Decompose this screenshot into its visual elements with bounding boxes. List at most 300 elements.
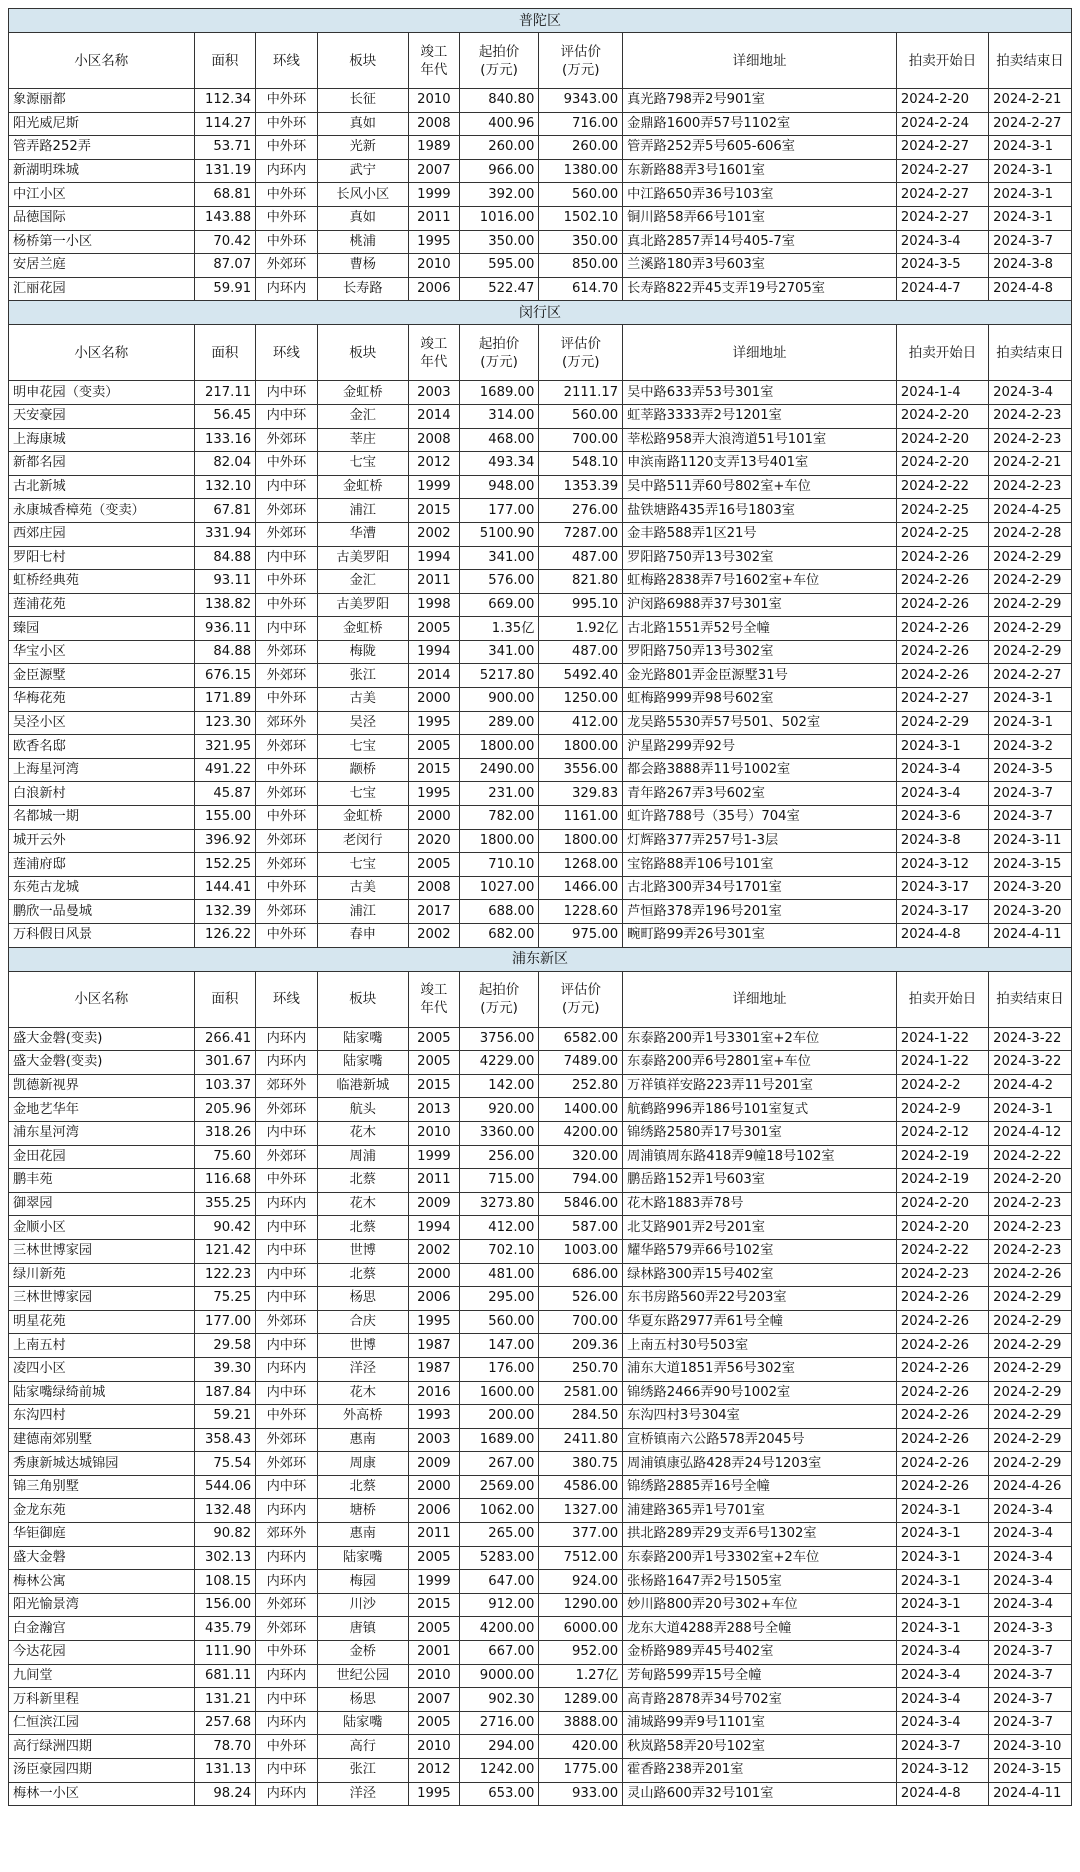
cell-address: 上南五村30号503室: [623, 1334, 897, 1358]
cell-end-date: 2024-3-1: [989, 136, 1072, 160]
cell-start-price: 400.96: [459, 112, 539, 136]
cell-area: 29.58: [194, 1334, 256, 1358]
cell-address: 妙川路800弄20号302+车位: [623, 1593, 897, 1617]
cell-name: 白金瀚宫: [9, 1617, 195, 1641]
table-row: [9, 159, 1072, 183]
cell-start-price: 667.00: [459, 1641, 539, 1665]
cell-start-price: 715.00: [459, 1169, 539, 1193]
cell-end-date: 2024-2-23: [989, 404, 1072, 428]
cell-name: 欧香名邸: [9, 735, 195, 759]
cell-begin-date: 2024-2-12: [896, 1121, 988, 1145]
cell-end-date: 2024-3-4: [989, 1593, 1072, 1617]
cell-address: 拱北路289弄29支弄6号1302室: [623, 1523, 897, 1547]
cell-end-date: 2024-2-29: [989, 1428, 1072, 1452]
cell-area: 681.11: [194, 1664, 256, 1688]
cell-begin-date: 2024-3-8: [896, 829, 988, 853]
cell-block: 金汇: [317, 404, 408, 428]
table-row: [9, 1121, 1072, 1145]
cell-year: 2003: [408, 1428, 459, 1452]
cell-block: 吴泾: [317, 711, 408, 735]
cell-block: 唐镇: [317, 1617, 408, 1641]
header-eval-price: 评估价 (万元): [539, 971, 623, 1027]
cell-address: 锦绣路2885弄16号全幢: [623, 1475, 897, 1499]
cell-name: 古北新城: [9, 475, 195, 499]
cell-ring: 外郊环: [256, 853, 318, 877]
cell-end-date: 2024-4-26: [989, 1475, 1072, 1499]
cell-name: 御翠园: [9, 1192, 195, 1216]
cell-eval-price: 1327.00: [539, 1499, 623, 1523]
cell-start-price: 481.00: [459, 1263, 539, 1287]
header-name: 小区名称: [9, 33, 195, 89]
cell-end-date: 2024-3-7: [989, 230, 1072, 254]
table-row: [9, 1617, 1072, 1641]
cell-name: 东苑古龙城: [9, 876, 195, 900]
cell-start-price: 900.00: [459, 688, 539, 712]
cell-end-date: 2024-3-20: [989, 900, 1072, 924]
cell-area: 53.71: [194, 136, 256, 160]
cell-start-price: 948.00: [459, 475, 539, 499]
cell-area: 396.92: [194, 829, 256, 853]
cell-address: 万祥镇祥安路223弄11号201室: [623, 1074, 897, 1098]
cell-area: 123.30: [194, 711, 256, 735]
cell-begin-date: 2024-4-8: [896, 924, 988, 948]
cell-start-price: 5217.80: [459, 664, 539, 688]
cell-name: 莲浦府邸: [9, 853, 195, 877]
cell-address: 金鼎路1600弄57号1102室: [623, 112, 897, 136]
table-row: [9, 1357, 1072, 1381]
cell-year: 1994: [408, 640, 459, 664]
cell-start-price: 1689.00: [459, 1428, 539, 1452]
cell-address: 航鹤路996弄186号101室复式: [623, 1098, 897, 1122]
cell-block: 北蔡: [317, 1169, 408, 1193]
cell-block: 陆家嘴: [317, 1027, 408, 1051]
cell-ring: 中外环: [256, 924, 318, 948]
cell-begin-date: 2024-2-9: [896, 1098, 988, 1122]
cell-start-price: 289.00: [459, 711, 539, 735]
cell-area: 301.67: [194, 1051, 256, 1075]
cell-ring: 中外环: [256, 688, 318, 712]
table-row: [9, 829, 1072, 853]
cell-address: 虹许路788号（35号）704室: [623, 806, 897, 830]
table-row: [9, 711, 1072, 735]
cell-ring: 内环内: [256, 1782, 318, 1806]
cell-ring: 内中环: [256, 475, 318, 499]
cell-eval-price: 587.00: [539, 1216, 623, 1240]
cell-ring: 中外环: [256, 183, 318, 207]
cell-eval-price: 252.80: [539, 1074, 623, 1098]
table-row: [9, 1570, 1072, 1594]
cell-address: 宣桥镇南六公路578弄2045号: [623, 1428, 897, 1452]
header-year: 竣工 年代: [408, 325, 459, 381]
cell-block: 古美: [317, 876, 408, 900]
table-row: [9, 1192, 1072, 1216]
table-row: [9, 1499, 1072, 1523]
cell-begin-date: 2024-2-26: [896, 593, 988, 617]
cell-end-date: 2024-2-29: [989, 570, 1072, 594]
cell-begin-date: 2024-2-26: [896, 640, 988, 664]
cell-ring: 中外环: [256, 806, 318, 830]
cell-eval-price: 7512.00: [539, 1546, 623, 1570]
cell-eval-price: 5492.40: [539, 664, 623, 688]
cell-begin-date: 2024-2-24: [896, 112, 988, 136]
cell-year: 2000: [408, 1263, 459, 1287]
cell-area: 116.68: [194, 1169, 256, 1193]
cell-ring: 内中环: [256, 1263, 318, 1287]
cell-end-date: 2024-3-1: [989, 159, 1072, 183]
cell-begin-date: 2024-4-8: [896, 1782, 988, 1806]
cell-block: 梅园: [317, 1570, 408, 1594]
cell-begin-date: 2024-2-19: [896, 1169, 988, 1193]
cell-block: 陆家嘴: [317, 1051, 408, 1075]
cell-address: 华夏东路2977弄61号全幢: [623, 1310, 897, 1334]
cell-end-date: 2024-2-29: [989, 593, 1072, 617]
cell-address: 罗阳路750弄13号302室: [623, 546, 897, 570]
cell-end-date: 2024-3-4: [989, 1546, 1072, 1570]
cell-name: 高行绿洲四期: [9, 1735, 195, 1759]
cell-begin-date: 2024-3-1: [896, 1617, 988, 1641]
cell-end-date: 2024-3-15: [989, 1759, 1072, 1783]
cell-ring: 外郊环: [256, 1428, 318, 1452]
cell-eval-price: 933.00: [539, 1782, 623, 1806]
cell-ring: 中外环: [256, 452, 318, 476]
cell-ring: 内环内: [256, 159, 318, 183]
district-title-row: [9, 947, 1072, 971]
cell-end-date: 2024-2-23: [989, 428, 1072, 452]
cell-ring: 内中环: [256, 1475, 318, 1499]
cell-name: 东沟四村: [9, 1405, 195, 1429]
cell-eval-price: 9343.00: [539, 89, 623, 113]
cell-name: 阳光威尼斯: [9, 112, 195, 136]
table-row: [9, 89, 1072, 113]
table-row: [9, 546, 1072, 570]
cell-name: 城开云外: [9, 829, 195, 853]
cell-area: 68.81: [194, 183, 256, 207]
table-row: [9, 136, 1072, 160]
cell-area: 302.13: [194, 1546, 256, 1570]
cell-area: 544.06: [194, 1475, 256, 1499]
cell-begin-date: 2024-2-20: [896, 452, 988, 476]
cell-end-date: 2024-2-29: [989, 1334, 1072, 1358]
cell-block: 金桥: [317, 1641, 408, 1665]
cell-ring: 内中环: [256, 617, 318, 641]
cell-address: 芳甸路599弄15号全幢: [623, 1664, 897, 1688]
cell-begin-date: 2024-2-26: [896, 1334, 988, 1358]
cell-year: 2005: [408, 1711, 459, 1735]
table-row: [9, 475, 1072, 499]
cell-block: 金虹桥: [317, 617, 408, 641]
cell-start-price: 2490.00: [459, 758, 539, 782]
cell-ring: 郊环外: [256, 1074, 318, 1098]
cell-area: 143.88: [194, 206, 256, 230]
cell-name: 明申花园（变卖）: [9, 381, 195, 405]
cell-area: 112.34: [194, 89, 256, 113]
cell-name: 金臣源墅: [9, 664, 195, 688]
cell-name: 品徳国际: [9, 206, 195, 230]
cell-start-price: 702.10: [459, 1239, 539, 1263]
cell-address: 灯辉路377弄257号1-3层: [623, 829, 897, 853]
cell-name: 华钜御庭: [9, 1523, 195, 1547]
cell-end-date: 2024-4-2: [989, 1074, 1072, 1098]
cell-year: 1995: [408, 711, 459, 735]
table-row: [9, 183, 1072, 207]
cell-year: 2012: [408, 452, 459, 476]
cell-start-price: 3273.80: [459, 1192, 539, 1216]
cell-name: 鹏欣一品曼城: [9, 900, 195, 924]
cell-name: 华宝小区: [9, 640, 195, 664]
cell-end-date: 2024-2-29: [989, 1310, 1072, 1334]
header-eval-price: 评估价 (万元): [539, 325, 623, 381]
cell-eval-price: 1800.00: [539, 735, 623, 759]
cell-address: 耀华路579弄66号102室: [623, 1239, 897, 1263]
cell-block: 莘庄: [317, 428, 408, 452]
table-row: [9, 1263, 1072, 1287]
cell-block: 塘桥: [317, 1499, 408, 1523]
cell-area: 257.68: [194, 1711, 256, 1735]
cell-area: 491.22: [194, 758, 256, 782]
cell-name: 安居兰庭: [9, 254, 195, 278]
cell-block: 杨思: [317, 1287, 408, 1311]
table-row: [9, 1381, 1072, 1405]
cell-address: 芦恒路378弄196号201室: [623, 900, 897, 924]
cell-name: 九间堂: [9, 1664, 195, 1688]
table-row: [9, 664, 1072, 688]
cell-year: 1995: [408, 230, 459, 254]
cell-area: 78.70: [194, 1735, 256, 1759]
cell-year: 2015: [408, 1074, 459, 1098]
cell-year: 2013: [408, 1098, 459, 1122]
cell-begin-date: 2024-2-22: [896, 475, 988, 499]
table-row: [9, 522, 1072, 546]
cell-year: 2003: [408, 381, 459, 405]
cell-area: 103.37: [194, 1074, 256, 1098]
cell-ring: 外郊环: [256, 1098, 318, 1122]
cell-address: 青年路267弄3号602室: [623, 782, 897, 806]
cell-name: 杨桥第一小区: [9, 230, 195, 254]
cell-address: 浦东大道1851弄56号302室: [623, 1357, 897, 1381]
cell-end-date: 2024-2-29: [989, 640, 1072, 664]
cell-address: 灵山路600弄32号101室: [623, 1782, 897, 1806]
cell-eval-price: 794.00: [539, 1169, 623, 1193]
header-area: 面积: [194, 325, 256, 381]
cell-block: 世博: [317, 1334, 408, 1358]
cell-year: 1995: [408, 1782, 459, 1806]
cell-name: 汇丽花园: [9, 277, 195, 301]
cell-eval-price: 1400.00: [539, 1098, 623, 1122]
district-title: 普陀区: [9, 9, 1072, 33]
cell-end-date: 2024-2-29: [989, 1357, 1072, 1381]
cell-address: 周浦镇康弘路428弄24号1203室: [623, 1452, 897, 1476]
cell-end-date: 2024-4-11: [989, 1782, 1072, 1806]
cell-area: 131.21: [194, 1688, 256, 1712]
cell-ring: 中外环: [256, 112, 318, 136]
cell-year: 2008: [408, 428, 459, 452]
cell-begin-date: 2024-3-1: [896, 1523, 988, 1547]
cell-ring: 中外环: [256, 1169, 318, 1193]
cell-ring: 内环内: [256, 1192, 318, 1216]
cell-start-price: 710.10: [459, 853, 539, 877]
cell-block: 浦江: [317, 499, 408, 523]
cell-start-price: 1016.00: [459, 206, 539, 230]
cell-year: 1999: [408, 183, 459, 207]
cell-block: 周浦: [317, 1145, 408, 1169]
cell-start-price: 256.00: [459, 1145, 539, 1169]
cell-year: 2005: [408, 853, 459, 877]
cell-address: 宝铭路88弄106号101室: [623, 853, 897, 877]
cell-name: 秀康新城达城锦园: [9, 1452, 195, 1476]
cell-block: 洋泾: [317, 1357, 408, 1381]
table-row: [9, 900, 1072, 924]
cell-area: 98.24: [194, 1782, 256, 1806]
cell-ring: 外郊环: [256, 664, 318, 688]
cell-ring: 内中环: [256, 1759, 318, 1783]
cell-end-date: 2024-2-20: [989, 1169, 1072, 1193]
district-title: 闵行区: [9, 301, 1072, 325]
cell-block: 世博: [317, 1239, 408, 1263]
cell-begin-date: 2024-2-26: [896, 546, 988, 570]
cell-name: 盛大金磐(变卖): [9, 1051, 195, 1075]
cell-year: 2005: [408, 617, 459, 641]
cell-year: 2005: [408, 1051, 459, 1075]
table-row: [9, 1027, 1072, 1051]
cell-year: 2000: [408, 1475, 459, 1499]
cell-year: 2006: [408, 1287, 459, 1311]
cell-start-price: 295.00: [459, 1287, 539, 1311]
cell-block: 七宝: [317, 782, 408, 806]
header-address: 详细地址: [623, 971, 897, 1027]
cell-address: 古北路1551弄52号全幢: [623, 617, 897, 641]
cell-ring: 外郊环: [256, 1617, 318, 1641]
cell-end-date: 2024-2-23: [989, 1192, 1072, 1216]
cell-begin-date: 2024-2-20: [896, 1192, 988, 1216]
cell-start-price: 1.35亿: [459, 617, 539, 641]
cell-area: 435.79: [194, 1617, 256, 1641]
cell-begin-date: 2024-2-26: [896, 1452, 988, 1476]
cell-area: 156.00: [194, 1593, 256, 1617]
cell-ring: 外郊环: [256, 428, 318, 452]
cell-begin-date: 2024-3-12: [896, 853, 988, 877]
cell-ring: 中外环: [256, 758, 318, 782]
table-row: [9, 1334, 1072, 1358]
cell-name: 吴泾小区: [9, 711, 195, 735]
cell-block: 世纪公园: [317, 1664, 408, 1688]
cell-ring: 内环内: [256, 1546, 318, 1570]
header-area: 面积: [194, 33, 256, 89]
cell-begin-date: 2024-3-17: [896, 900, 988, 924]
cell-eval-price: 1161.00: [539, 806, 623, 830]
cell-end-date: 2024-2-23: [989, 1216, 1072, 1240]
cell-block: 张江: [317, 664, 408, 688]
cell-ring: 中外环: [256, 89, 318, 113]
cell-end-date: 2024-2-26: [989, 1263, 1072, 1287]
cell-eval-price: 250.70: [539, 1357, 623, 1381]
cell-year: 1987: [408, 1357, 459, 1381]
cell-eval-price: 5846.00: [539, 1192, 623, 1216]
header-end-date: 拍卖结束日: [989, 971, 1072, 1027]
cell-ring: 外郊环: [256, 499, 318, 523]
cell-ring: 外郊环: [256, 522, 318, 546]
cell-year: 2011: [408, 1523, 459, 1547]
cell-start-price: 265.00: [459, 1523, 539, 1547]
table-row: [9, 570, 1072, 594]
cell-year: 2010: [408, 1664, 459, 1688]
header-name: 小区名称: [9, 325, 195, 381]
cell-end-date: 2024-2-23: [989, 1239, 1072, 1263]
table-row: [9, 688, 1072, 712]
cell-end-date: 2024-2-22: [989, 1145, 1072, 1169]
cell-year: 2005: [408, 735, 459, 759]
cell-begin-date: 2024-2-2: [896, 1074, 988, 1098]
cell-begin-date: 2024-2-26: [896, 664, 988, 688]
header-year: 竣工 年代: [408, 33, 459, 89]
cell-year: 2000: [408, 688, 459, 712]
cell-ring: 外郊环: [256, 900, 318, 924]
cell-end-date: 2024-3-1: [989, 183, 1072, 207]
cell-eval-price: 380.75: [539, 1452, 623, 1476]
table-row: [9, 876, 1072, 900]
cell-area: 111.90: [194, 1641, 256, 1665]
auction-listing-sheet: [8, 8, 1072, 1806]
header-end-date: 拍卖结束日: [989, 33, 1072, 89]
cell-eval-price: 1466.00: [539, 876, 623, 900]
cell-ring: 外郊环: [256, 1310, 318, 1334]
cell-start-price: 912.00: [459, 1593, 539, 1617]
cell-year: 2010: [408, 89, 459, 113]
cell-start-price: 260.00: [459, 136, 539, 160]
cell-area: 75.54: [194, 1452, 256, 1476]
cell-year: 1999: [408, 475, 459, 499]
cell-area: 70.42: [194, 230, 256, 254]
cell-eval-price: 487.00: [539, 546, 623, 570]
table-row: [9, 1735, 1072, 1759]
cell-block: 北蔡: [317, 1475, 408, 1499]
cell-end-date: 2024-2-21: [989, 452, 1072, 476]
cell-end-date: 2024-3-11: [989, 829, 1072, 853]
cell-address: 畹町路99弄26号301室: [623, 924, 897, 948]
cell-end-date: 2024-3-1: [989, 688, 1072, 712]
cell-area: 90.42: [194, 1216, 256, 1240]
cell-name: 三林世博家园: [9, 1239, 195, 1263]
cell-ring: 内中环: [256, 1334, 318, 1358]
cell-begin-date: 2024-3-4: [896, 230, 988, 254]
cell-year: 2011: [408, 206, 459, 230]
cell-eval-price: 6582.00: [539, 1027, 623, 1051]
cell-block: 陆家嘴: [317, 1711, 408, 1735]
table-row: [9, 593, 1072, 617]
cell-area: 132.39: [194, 900, 256, 924]
cell-eval-price: 412.00: [539, 711, 623, 735]
cell-name: 梅林一小区: [9, 1782, 195, 1806]
cell-block: 外高桥: [317, 1405, 408, 1429]
district-title-row: [9, 301, 1072, 325]
cell-end-date: 2024-3-22: [989, 1051, 1072, 1075]
cell-eval-price: 924.00: [539, 1570, 623, 1594]
cell-address: 浦城路99弄9号1101室: [623, 1711, 897, 1735]
cell-area: 358.43: [194, 1428, 256, 1452]
cell-area: 132.48: [194, 1499, 256, 1523]
table-row: [9, 1475, 1072, 1499]
table-row: [9, 640, 1072, 664]
cell-start-price: 1800.00: [459, 735, 539, 759]
cell-area: 121.42: [194, 1239, 256, 1263]
cell-eval-price: 614.70: [539, 277, 623, 301]
cell-area: 132.10: [194, 475, 256, 499]
cell-eval-price: 1.92亿: [539, 617, 623, 641]
cell-name: 虹桥经典苑: [9, 570, 195, 594]
cell-area: 144.41: [194, 876, 256, 900]
cell-ring: 外郊环: [256, 1452, 318, 1476]
cell-area: 126.22: [194, 924, 256, 948]
header-end-date: 拍卖结束日: [989, 325, 1072, 381]
